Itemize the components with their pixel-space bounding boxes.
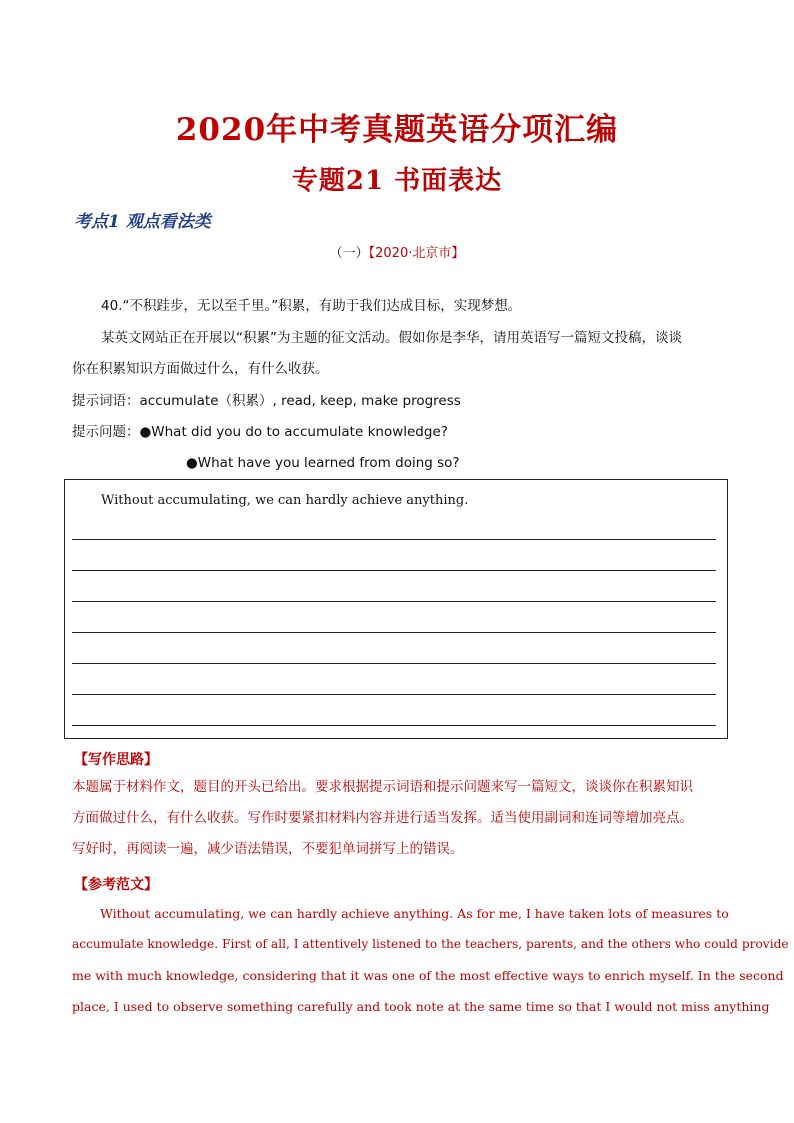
item-source: 【2020·北京市】 bbox=[368, 246, 465, 261]
sample-line-4: place, I used to observe something carefully and took note at the same time so that I would not miss anything bbox=[72, 999, 770, 1014]
answer-rule bbox=[72, 539, 716, 540]
hint-question-2: ●What have you learned from doing so? bbox=[186, 455, 460, 471]
sample-label: 【参考范文】 bbox=[74, 877, 158, 893]
thinking-label: 【写作思路】 bbox=[74, 752, 158, 768]
hint-question-1: 提示问题：●What did you do to accumulate knowledge? bbox=[72, 424, 448, 440]
answer-box bbox=[64, 479, 728, 739]
sample-line-3: me with much knowledge, considering that it was one of the most effective ways to enrich myself. In the second bbox=[72, 968, 784, 983]
answer-rule bbox=[72, 694, 716, 695]
answer-rule bbox=[72, 725, 716, 726]
document-subtitle: 专题21 书面表达 bbox=[291, 166, 503, 196]
answer-rule bbox=[72, 663, 716, 664]
answer-rule bbox=[72, 570, 716, 571]
item-prefix: （一） bbox=[329, 246, 369, 261]
answer-first-line: Without accumulating, we can hardly achieve anything. bbox=[101, 493, 469, 508]
sample-line-2: accumulate knowledge. First of all, I attentively listened to the teachers, parents, and the others who could provide bbox=[72, 937, 789, 951]
answer-rule bbox=[72, 601, 716, 602]
question-line-3: 你在积累知识方面做过什么，有什么收获。 bbox=[72, 361, 329, 377]
hint-words: 提示词语：accumulate（积累）, read, keep, make progress bbox=[72, 393, 461, 409]
thinking-line-3: 写好时，再阅读一遍，减少语法错误，不要犯单词拼写上的错误。 bbox=[72, 841, 464, 857]
thinking-line-2: 方面做过什么，有什么收获。写作时要紧扣材料内容并进行适当发挥。适当使用副词和连词等增加亮点。 bbox=[72, 810, 693, 826]
question-line-1: 40.“不积跬步，无以至千里。”积累，有助于我们达成目标，实现梦想。 bbox=[101, 298, 522, 314]
section-heading: 考点1 观点看法类 bbox=[74, 212, 211, 232]
document-title: 2020年中考真题英语分项汇编 bbox=[175, 112, 619, 148]
question-source bbox=[0, 242, 794, 261]
question-line-2: 某英文网站正在开展以“积累”为主题的征文活动。假如你是李华，请用英语写一篇短文投稿，谈谈 bbox=[101, 330, 682, 346]
answer-rule bbox=[72, 632, 716, 633]
sample-line-1: Without accumulating, we can hardly achieve anything. As for me, I have taken lots of measures to bbox=[100, 906, 729, 921]
thinking-line-1: 本题属于材料作文，题目的开头已给出。要求根据提示词语和提示问题来写一篇短文，谈谈你在积累知识 bbox=[72, 779, 693, 795]
